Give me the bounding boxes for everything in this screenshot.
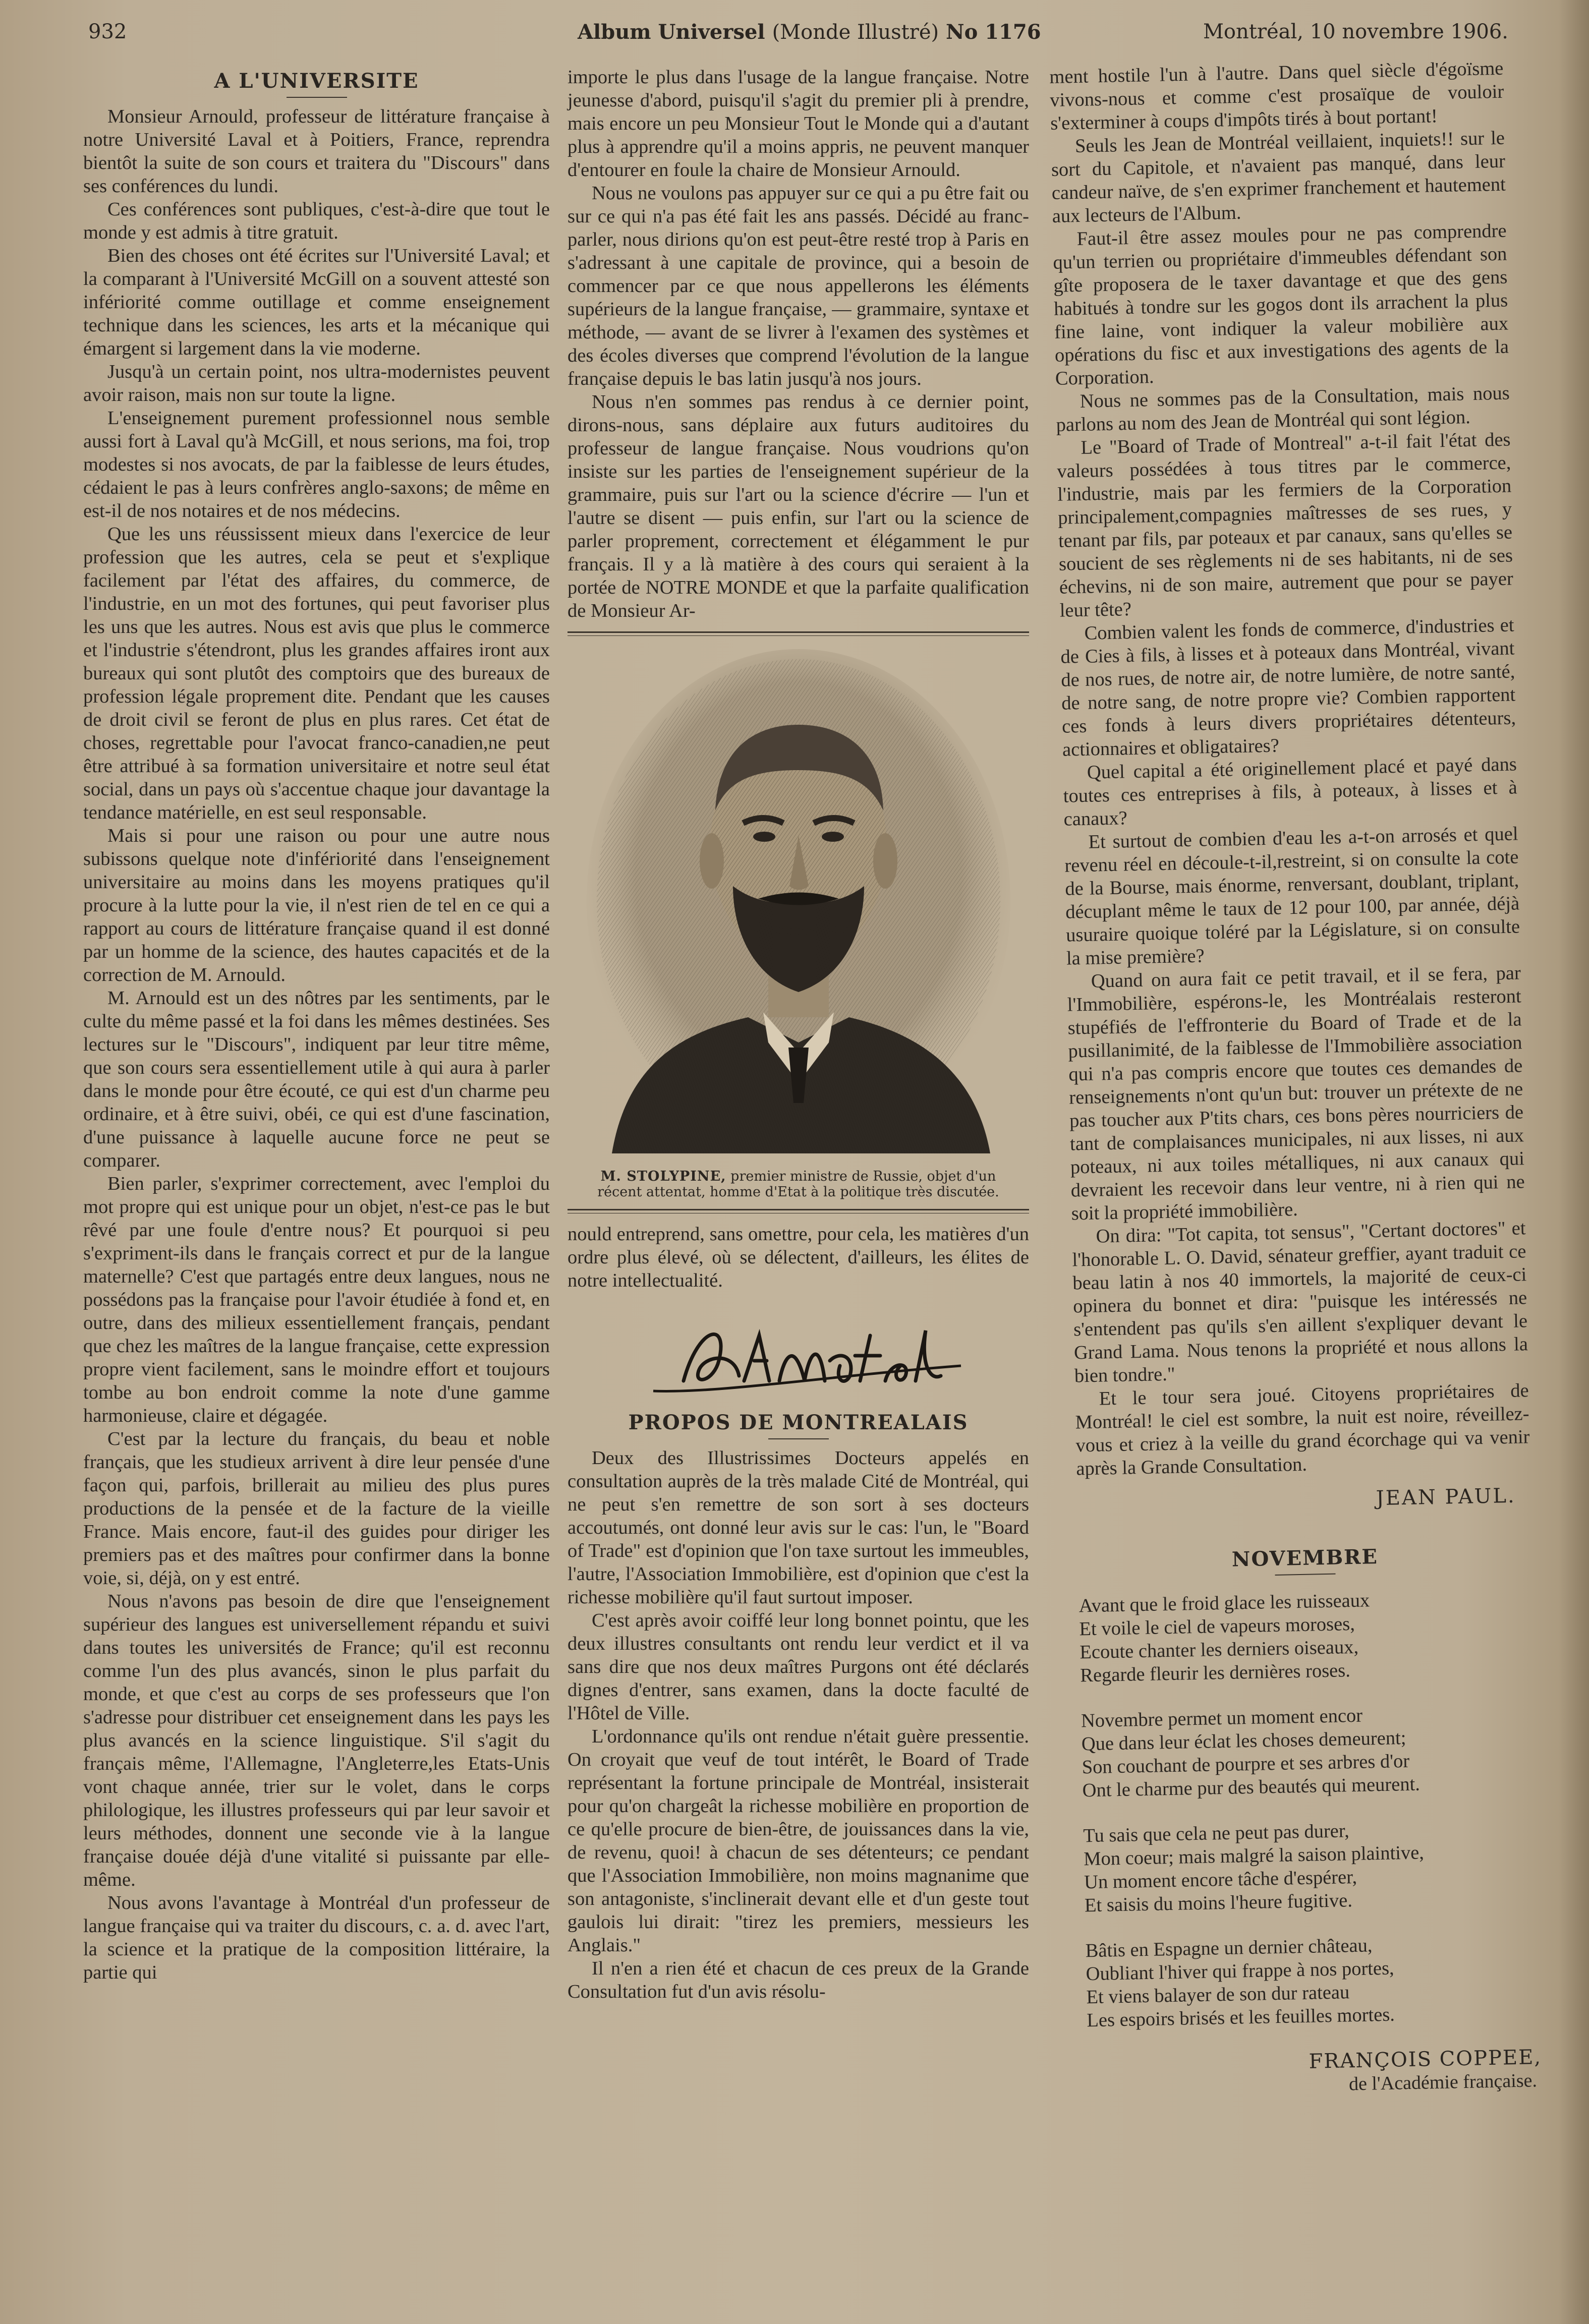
stolypine-portrait (582, 649, 1015, 1164)
paragraph: L'enseignement purement professionnel nous semble aussi fort à Laval qu'à McGill, et nous serions, ma foi, trop modestes si nos avocats, de par la faiblesse de leurs études, cédaient le pas à leurs confrères anglo-saxons; de même en est-il de nos notaires et de nos médecins. (83, 408, 550, 521)
paragraph: Monsieur Arnould, professeur de littérature française à notre Université Laval et à Poitiers, France, reprendra bientôt la suite de son cours et traitera du "Discours" dans ses conférences du lundi. (83, 106, 550, 197)
paragraph: Nous ne sommes pas de la Consultation, mais nous parlons au nom des Jean de Montréal qui sont légion. (1056, 382, 1510, 436)
paragraph: importe le plus dans l'usage de la langue française. Notre jeunesse d'abord, puisqu'il s'agit du premier pli à prendre, mais encore un peu Monsieur Tout le Monde qui a d'autant plus à apprendre qu'il a moins appris, ne peuvent manquer d'entourer en foule la chaire de Monsieur Arnould. (568, 67, 1029, 181)
poem-line: Et voile le ciel de vapeurs moroses, (1079, 1613, 1355, 1640)
paragraph: M. Arnould est un des nôtres par les sentiments, par le culte du même passé et la foi dans les mêmes destinées. Ses lectures sur le "Discours", indiquent par leur titre même, que son cours sera essentiellement utile à qui aura à parler dans le monde pour être écouté, ce qui est d'un charme peu ordinaire, et à être suivi, obéi, ce qui est d'une fascination, d'une puissance à laquelle aucune force ne peut se comparer. (83, 987, 550, 1171)
paragraph: Nous avons l'avantage à Montréal d'un professeur de langue française qui va traiter du discours, c. a. d. avec l'art, la science et la pratique de la composition littéraire, la partie qui (83, 1892, 550, 1983)
paragraph: Le "Board of Trade of Montreal" a-t-il fait l'état des valeurs possédées à tous titres par le commerce, l'industrie, mais par les fermiers de la Corporation principalement,compagnies maîtresses de ses rues, y tenant par fils, par poteaux et par canaux, sans qu'elles se soucient de ses règlements ni de ses habitants, ni de ses échevins, ni de son maire, autrement que pour se payer leur tête? (1057, 429, 1514, 621)
poem-line: Les espoirs brisés et les feuilles mortes. (1087, 2004, 1395, 2031)
paragraph: Bien des choses ont été écrites sur l'Université Laval; et la comparant à l'Université McGill on a souvent attesté son infériorité comme outillage et comme enseignement technique dans les sciences, les arts et la mécanique qui émargent si largement dans la vie moderne. (83, 245, 550, 359)
paragraph: C'est après avoir coiffé leur long bonnet pointu, que les deux illustres consultants ont rendu leur verdict et il va sans dire que nos deux maîtres Purgons ont été déclarés dignes d'entrer, sans examen, dans la docte faculté de l'Hôtel de Ville. (568, 1610, 1029, 1724)
poem-line: Un moment encore tâche d'espérer, (1084, 1866, 1357, 1893)
poem-line: Ecoute chanter les derniers oiseaux, (1080, 1636, 1359, 1663)
page-edge-shadow (1559, 0, 1589, 2324)
paragraph: Ces conférences sont publiques, c'est-à-dire que tout le monde y est admis à titre gratuit. (83, 199, 550, 243)
column-3 (1049, 57, 1542, 2101)
paragraph: Jusqu'à un certain point, nos ultra-modernistes peuvent avoir raison, mais non sur toute la ligne. (83, 361, 550, 405)
signature-image (568, 1305, 1029, 1406)
poem-line: Et viens balayer de son dur rateau (1086, 1982, 1350, 2008)
section-divider (568, 1209, 1029, 1213)
poem-line: Et saisis du moins l'heure fugitive. (1084, 1890, 1353, 1916)
page-header (88, 20, 1508, 55)
publication-name: Album Universel (578, 20, 765, 44)
paragraph: Quand on aura fait ce petit travail, et il se fera, par l'Immobilière, espérons-le, les Montréalais resteront stupéfiés de l'effronterie du Board of Trade et de la pusillanimité, de la faiblesse de l'Immobilière association qui n'a pas compris encore que toutes ces demandes de renseignements n'ont qu'un but: trouver un prétexte de ne pas toucher aux P'tits chars, ces bons pères nourriciers de tant de complaisances municipales, ni aux lisses, ni aux poteaux, ni aux toiles métalliques, ni aux canaux qui devraient les recevoir dans leur ventre, ni à rien qui ne soit la propriété immobilière. (1067, 962, 1525, 1225)
paragraph: Nous ne voulons pas appuyer sur ce qui a pu être fait ou sur ce qui n'a pas été fait les ans passés. Décidé au franc-parler, nous dirions qu'on est peut-être resté trop à Paris en s'adressant à une capitale de province, qui a besoin de commencer par ce que nous appellerons les éléments supérieurs de la langue française, — grammaire, syntaxe et méthode, — avant de se livrer à l'examen des systèmes et des écoles diverses que comprend l'évolution de la langue française depuis le bas latin jusqu'à nos jours. (568, 183, 1029, 389)
title-rule (1275, 1574, 1336, 1576)
paragraph: Et surtout de combien d'eau les a-t-on arrosés et quel revenu réel en découle-t-il,restreint, si on consulte la cote de la Bourse, mais énorme, renversant, doublant, triplant, décuplant même le taux de 12 pour 100, par année, déjà usuraire quoique toléré par la Législature, si on consulte la mise première? (1064, 823, 1520, 969)
poem-line: Ont le charme pur des beautés qui meurent. (1082, 1773, 1421, 1802)
paragraph: L'ordonnance qu'ils ont rendue n'était guère pressentie. On croyait que veuf de tout intérêt, le Board of Trade représentant la fortune principale de Montréal, insisterait pour qu'on chargeât la richesse mobilière en proportion de ce qu'elle procure de bien-être, de jouissances dans la vie, de revenu, quoi! à chacun de ses détenteurs; ce pendant que l'Association Immobilière, non moins magnanime que son antagoniste, s'inclinerait devant elle et d'un geste tout gaulois lui dirait: "tirez les premiers, messieurs les Anglais." (568, 1726, 1029, 1956)
article-title: A L'UNIVERSITE (214, 69, 419, 93)
article-title: PROPOS DE MONTREALAIS (628, 1411, 969, 1434)
paragraph: On dira: "Tot capita, tot sensus", "Certant doctores" et l'honorable L. O. David, sénateur greffier, ayant traduit ce beau latin à nos 40 immortels, la majorité de ceux-ci opinera du bonnet et dira: "puisque les intéressés ne s'entendent pas qu'ils s'en aillent s'expliquer devant le Grand Lama. Nous tenons la propriété et nous allons la bien tondre." (1072, 1217, 1528, 1387)
paragraph: ment hostile l'un à l'autre. Dans quel siècle d'égoïsme vivons-nous et comme c'est prosaïque de vouloir s'exterminer à coups d'impôts tirés à bout portant! (1049, 57, 1504, 134)
poem-line: Tu sais que cela ne peut pas durer, (1083, 1820, 1350, 1847)
paragraph: Mais si pour une raison ou pour une autre nous subissons quelque note d'infériorité dans l'enseignement universitaire au moins dans les moyens pratiques qu'il procure à la lutte pour la vie, il n'est rien de tel en ce qui a rapport au cours de littérature française quand il est donné par un homme de la science, des hautes capacités et de la correction de M. Arnould. (83, 825, 550, 985)
paragraph: Bien parler, s'exprimer correctement, avec l'emploi du mot propre qui est unique pour un objet, n'est-ce pas le but rêvé par une foule d'entre nous? Et pourquoi si peu s'expriment-ils dans le français correct et pur de la langue maternelle? C'est que partagés entre deux langues, nous ne possédons pas la française pour l'avoir étudiée à fond et, en outre, dans des milieux essentiellement français, pendant que chez les maîtres de la langue française, cette expression propre vient facilement, sans le moindre effort et toujours tombe au bon endroit comme la note d'une gamme harmonieuse, claire et dégagée. (83, 1173, 550, 1426)
title-rule (768, 1438, 829, 1439)
column-1 (83, 66, 550, 1984)
poem-line: Oubliant l'hiver qui frappe à nos portes, (1086, 1957, 1394, 1985)
section-divider (568, 631, 1029, 636)
caption-text: premier ministre de Russie, objet d'un récent attentat, homme d'Etat à la politique très discutée. (597, 1169, 999, 1200)
poem-stanza (1081, 1701, 1537, 1802)
paragraph: Il n'en a rien été et chacun de ces preux de la Grande Consultation fut d'un avis résolu- (568, 1958, 1029, 2002)
poem-stanza (1083, 1816, 1539, 1917)
paragraph: Faut-il être assez moules pour ne pas comprendre qu'un terrien ou propriétaire d'immeubles défendant son gîte proposera de le taxer davantage et que des gens habitués à tondre sur les gogos dont ils arrachent la plus fine laine, vont indiquer la valeur mobilière aux opérations du fisc et aux investigations des agents de la Corporation. (1053, 220, 1509, 389)
masthead (578, 20, 1041, 44)
paragraph: nould entreprend, sans omettre, pour cela, les matières d'un ordre plus élevé, où se délectent, d'ailleurs, les élites de notre intellectualité. (568, 1224, 1029, 1291)
poem-line: Son couchant de pourpre et ses arbres d'or (1082, 1750, 1410, 1778)
poem (1079, 1586, 1541, 2032)
article-author: JEAN PAUL. (1376, 1484, 1516, 1510)
poem-title: NOVEMBRE (1231, 1545, 1379, 1572)
portrait-engraving (582, 649, 1015, 1164)
poem-line: Mon coeur; mais malgré la saison plaintive, (1083, 1842, 1425, 1870)
paragraph: C'est par la lecture du français, du beau et noble français, que les studieux arrivent à dire leur pensée d'une façon qui, parfois, brillerait au milieu des plus pures productions de la pensée et de la facture de la vieille France. Mais encore, faut-il des guides pour diriger les premiers pas et des maîtres pour confirmer dans la bonne voie, si, déjà, on y est entré. (83, 1428, 550, 1589)
poem-stanza (1085, 1931, 1541, 2032)
issue-date: Montréal, 10 novembre 1906. (1203, 20, 1508, 43)
issue-number: No 1176 (946, 20, 1041, 44)
poem-line: Novembre permet un moment encor (1081, 1705, 1363, 1732)
poem-line: Que dans leur éclat les choses demeurent; (1081, 1727, 1406, 1755)
author-signature (568, 1305, 1029, 1406)
column-2 (568, 66, 1029, 2003)
paragraph: Quel capital a été originellement placé et payé dans toutes ces entreprises à fils, à poteaux, à lisses et à canaux? (1063, 753, 1518, 830)
poem-stanza (1079, 1586, 1534, 1687)
title-rule (287, 97, 347, 98)
paragraph: Deux des Illustrissimes Docteurs appelés en consultation auprès de la très malade Cité de Montréal, qui ne peut s'en remettre de son sort à ses docteurs accoutumés, ont donné leur avis sur le cas: l'un, le "Board of Trade" est d'opinion que l'on taxe surtout les immeubles, l'autre, l'Association Immobilière, est d'opinion que c'est la richesse mobilière qu'il faut surtout imposer. (568, 1447, 1029, 1608)
paragraph: Nous n'en sommes pas rendus à ce dernier point, dirons-nous, sans déplaire aux futurs auditoires du professeur de langue française. Nous voudrions qu'on insiste sur les parties de l'enseignement supérieur de la grammaire, puis sur l'art ou la science d'écrire — l'un et l'autre se disent — puis enfin, sur l'art ou la science de parler proprement, correctement et élégamment le pur français. Il y a là matière à des cours qui seraient à la portée de NOTRE MONDE et que la parfaite qualification de Monsieur Ar- (568, 391, 1029, 621)
portrait-caption (578, 1169, 1019, 1200)
paragraph: Et le tour sera joué. Citoyens propriétaires de Montréal! le ciel est sombre, la nuit est noire, réveillez-vous et criez à la veille du grand écorchage qui va venir après la Grande Consultation. (1075, 1380, 1530, 1480)
poet-affiliation: de l'Académie française. (1348, 2070, 1538, 2095)
publication-subtitle: (Monde Illustré) (772, 21, 939, 44)
paragraph: Nous n'avons pas besoin de dire que l'enseignement supérieur des langues est universellement répandu et suivi dans toutes les universités de France; qu'il est reconnu comme l'un des plus avancés, sinon le plus parfait du monde, et que c'est au corps de ses professeurs que l'on s'adresse pour distribuer cet enseignement dans les pays les plus avancés en la science linguistique. S'il s'agit du français même, l'Allemagne, l'Angleterre,les Etats-Unis vont chaque année, trier sur le volet, dans le corps philologique, les illustres professeurs qui par leur savoir et leurs méthodes, donnent une seconde vie à la langue française douée déjà d'une vitalité si puissante par elle-même. (83, 1591, 550, 1890)
caption-name: M. STOLYPINE, (600, 1169, 726, 1184)
paragraph: Combien valent les fonds de commerce, d'industries et de Cies à fils, à lisses et à poteaux dans Montréal, vivant de nos rues, de notre air, de notre lumière, de notre santé, de notre sang, de notre propre vie? Combien rapportent ces fonds à leurs divers propriétaires détenteurs, actionnaires et obligataires? (1060, 614, 1516, 761)
poem-line: Regarde fleurir les dernières roses. (1080, 1660, 1351, 1687)
poem-line: Avant que le froid glace les ruisseaux (1079, 1590, 1370, 1617)
poet-name: FRANÇOIS COPPEE, (1309, 2045, 1542, 2073)
universite-article (83, 105, 550, 1984)
poem-line: Bâtis en Espagne un dernier château, (1085, 1935, 1373, 1962)
paragraph: Que les uns réussissent mieux dans l'exercice de leur profession que les autres, cela se peut et s'explique facilement par l'état des affaires, du commerce, de l'industrie, en un mot des fortunes, qui peut favoriser plus les uns que les autres. Nous est avis que plus le commerce et l'industrie s'étendront, plus les grandes affaires iront aux bureaux qui sont plutôt des comptoirs que des bureaux de profession légale proprement dite. Pendant que les causes de droit civil se feront de plus en plus rares. Cet état de choses, regrettable pour l'avocat franco-canadien,ne peut être attribué à sa formation universitaire et notre seul état social, dans un pays où s'accentue chaque jour davantage la tendance matérielle, en est seul responsable. (83, 524, 550, 823)
page-number: 932 (88, 20, 127, 43)
paragraph: Seuls les Jean de Montréal veillaient, inquiets!! sur le sort du Capitole, et n'avaient pas manqué, dans leur candeur naïve, de s'en exprimer franchement et hautement aux lecteurs de l'Album. (1051, 127, 1506, 227)
